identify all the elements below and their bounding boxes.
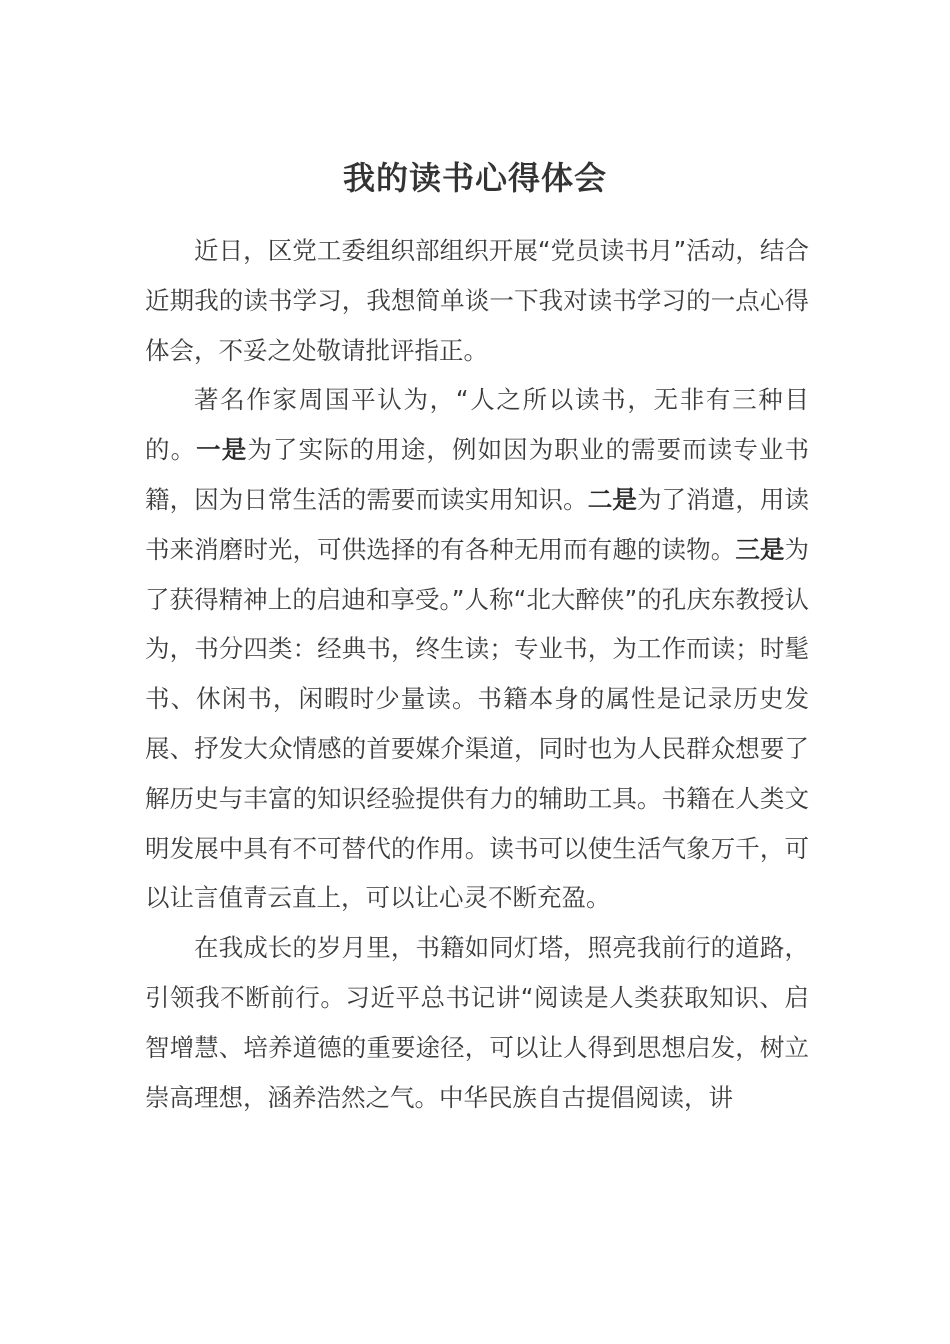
paragraph-2-segment-4: 为了获得精神上的启迪和享受。”人称“北大醉侠”的孔庆东教授认为，书分四类：经典书，终生读；专业书，为工作而读；时髦书、休闲书，闲暇时少量读。书籍本身的属性是记录历史发展、抒发大众情感的首要媒介渠道，同时也为人民群众想要了解历史与丰富的知识经验提供有力的辅助工具。书籍在人类文明发展中具有不可替代的作用。读书可以使生活气象万千，可以让言值青云直上，可以让心灵不断充盈。 <box>145 534 810 913</box>
paragraph-2 <box>145 375 809 923</box>
paragraph-2-segment-1: 著名作家周国平认为，“人之所以读书，无非有三种目的。 <box>145 385 809 465</box>
emphasis-second: 二是 <box>587 484 637 514</box>
emphasis-third: 三是 <box>735 534 785 564</box>
document-title: 我的读书心得体会 <box>342 159 607 197</box>
document-body <box>145 226 809 1122</box>
paragraph-2-segment-3: 为了消遣，用读书来消磨时光，可供选择的有各种无用而有趣的读物。 <box>145 484 810 564</box>
emphasis-first: 一是 <box>196 435 248 465</box>
paragraph-2-segment-2: 为了实际的用途，例如因为职业的需要而读专业书籍，因为日常生活的需要而读实用知识。 <box>145 435 810 514</box>
paragraph-1: 近日，区党工委组织部组织开展“党员读书月”活动，结合近期我的读书学习，我想简单谈一下我对读书学习的一点心得体会，不妥之处敬请批评指正。 <box>145 236 809 365</box>
paragraph-3: 在我成长的岁月里，书籍如同灯塔，照亮我前行的道路，引领我不断前行。习近平总书记讲“阅读是人类获取知识、启智增慧、培养道德的重要途径，可以让人得到思想启发，树立崇高理想，涵养浩然之气。中华民族自古提倡阅读，讲 <box>145 933 809 1112</box>
